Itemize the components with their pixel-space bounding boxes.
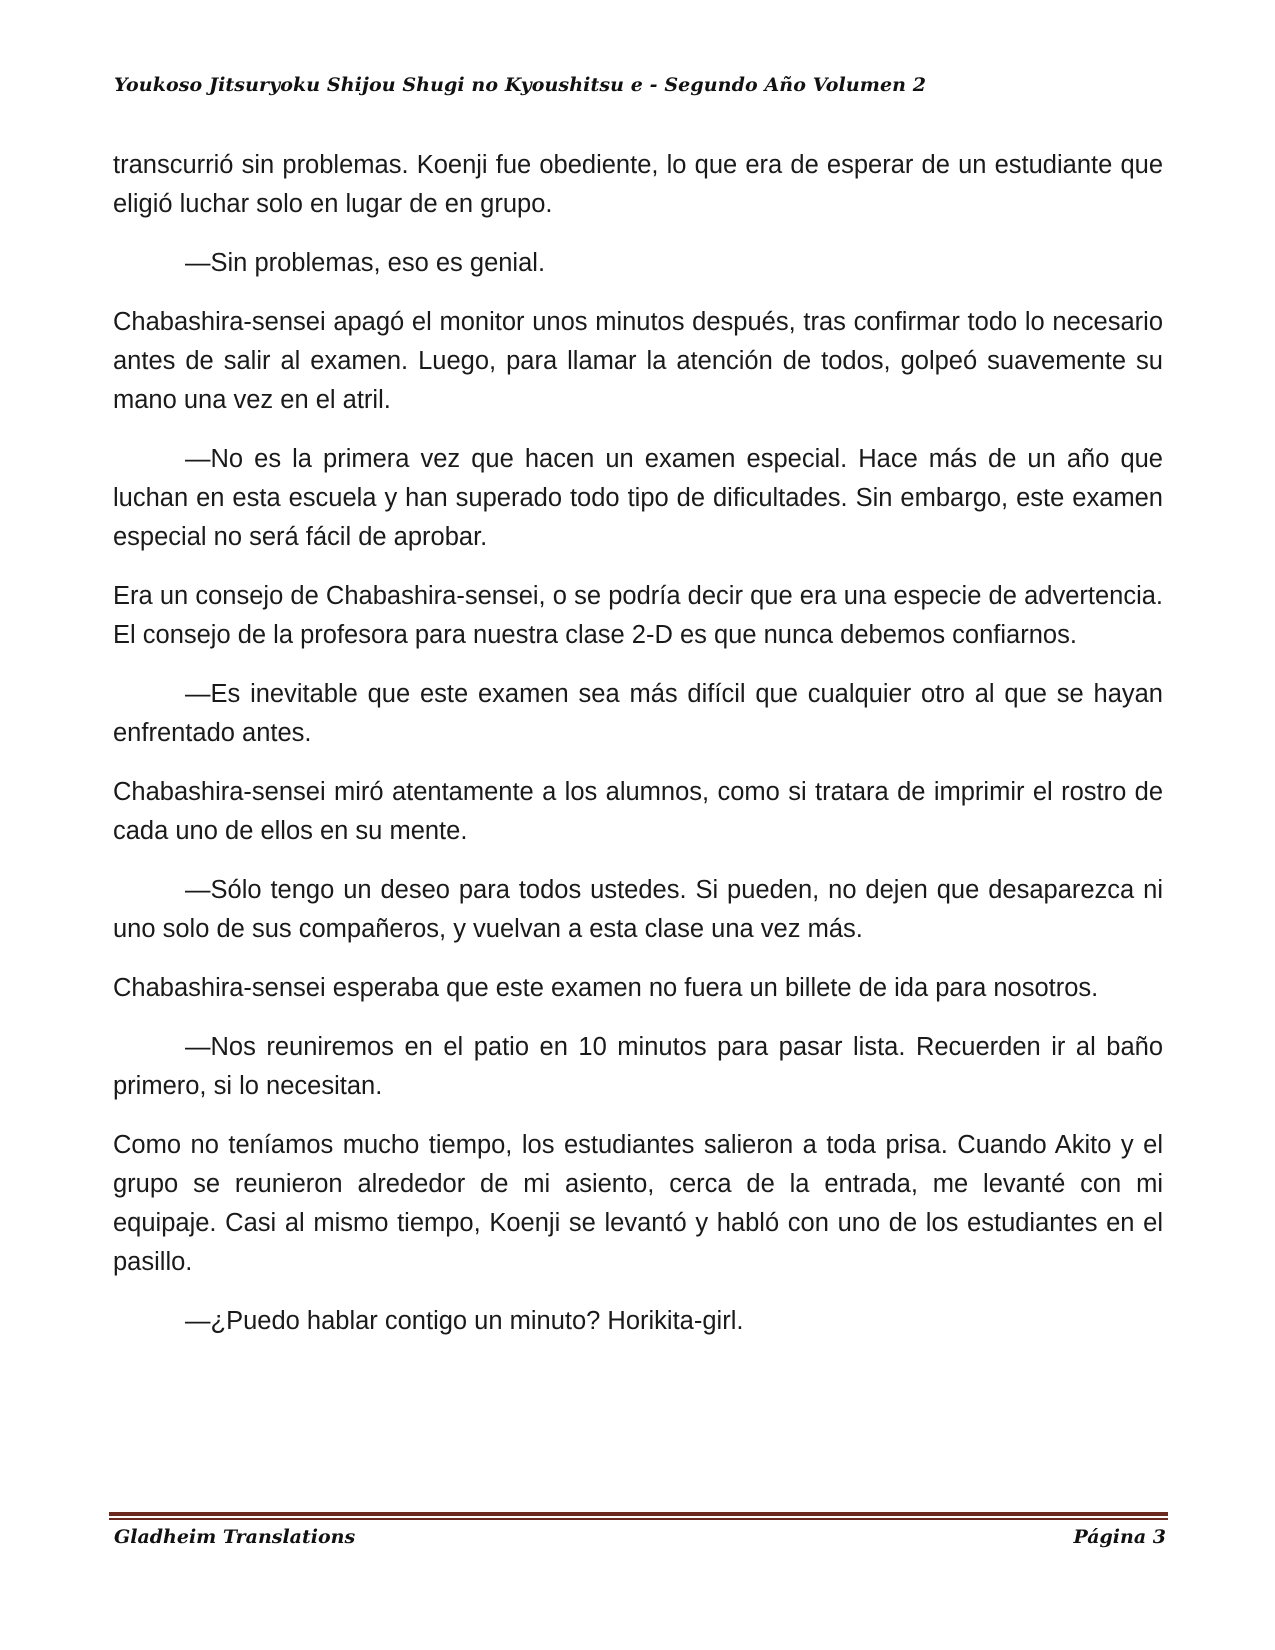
paragraph-dialogue: —Es inevitable que este examen sea más difícil que cualquier otro al que se hayan enfrentado antes. [113,680,1163,747]
footer-translator-credit: Gladheim Translations [114,1526,356,1548]
paragraph-narration: Como no teníamos mucho tiempo, los estudiantes salieron a toda prisa. Cuando Akito y el grupo se reunieron alrededor de mi asiento, cerca de la entrada, me levanté con mi equipaje. Casi al mismo tiempo, Koenji se levantó y habló con uno de los estudiantes en el pasillo. [113,1131,1163,1276]
paragraph-dialogue: —Sólo tengo un deseo para todos ustedes. Si pueden, no dejen que desaparezca ni uno solo de sus compañeros, y vuelvan a esta clase una vez más. [113,876,1163,943]
footer-divider-thin [109,1518,1168,1520]
paragraph-dialogue: —Nos reuniremos en el patio en 10 minutos para pasar lista. Recuerden ir al baño primero, si lo necesitan. [113,1033,1163,1100]
paragraph-narration: Era un consejo de Chabashira-sensei, o se podría decir que era una especie de advertencia. El consejo de la profesora para nuestra clase 2-D es que nunca debemos confiarnos. [113,582,1163,649]
page-header-title: Youkoso Jitsuryoku Shijou Shugi no Kyoushitsu e - Segundo Año Volumen 2 [114,74,927,96]
paragraph-dialogue: —¿Puedo hablar contigo un minuto? Horikita-girl. [185,1307,744,1335]
footer-divider [109,1512,1168,1522]
paragraph-narration: Chabashira-sensei apagó el monitor unos minutos después, tras confirmar todo lo necesario antes de salir al examen. Luego, para llamar la atención de todos, golpeó suavemente su mano una vez en el atril. [113,308,1163,414]
paragraph-narration: transcurrió sin problemas. Koenji fue obediente, lo que era de esperar de un estudiante que eligió luchar solo en lugar de en grupo. [113,151,1163,218]
paragraph-narration: Chabashira-sensei esperaba que este examen no fuera un billete de ida para nosotros. [113,974,1099,1002]
paragraph-dialogue: —No es la primera vez que hacen un examen especial. Hace más de un año que luchan en esta escuela y han superado todo tipo de dificultades. Sin embargo, este examen especial no será fácil de aprobar. [113,445,1163,551]
footer-page-number: Página 3 [1073,1526,1166,1548]
paragraph-dialogue: —Sin problemas, eso es genial. [185,249,546,277]
body-text [113,146,1163,1361]
paragraph-narration: Chabashira-sensei miró atentamente a los alumnos, como si tratara de imprimir el rostro de cada uno de ellos en su mente. [113,778,1163,845]
footer-divider-thick [109,1512,1168,1516]
